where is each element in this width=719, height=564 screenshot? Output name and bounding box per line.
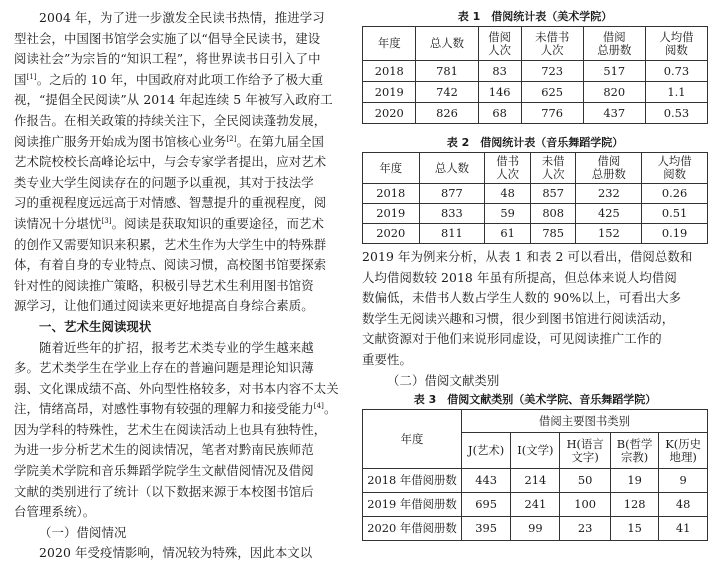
table3-cell: 23 (560, 517, 610, 541)
table-row (363, 224, 708, 244)
table3-cell: 2019 年借阅册数 (363, 493, 462, 517)
table3-year-header: 年度 (363, 410, 462, 469)
subsection-heading: （一）借阅情况 (39, 524, 127, 540)
table3-cell: 695 (462, 493, 511, 517)
body-text-line: 2019 年为例来分析，从表 1 和表 2 可以看出，借阅总数和 (362, 249, 693, 264)
table1-cell: 2019 (363, 82, 416, 103)
table1-header-cell: 借阅 人次 (478, 27, 521, 61)
table3-header-cell: I(文学) (511, 433, 560, 469)
header-row (363, 410, 708, 433)
table2-header-cell: 借书 人次 (485, 153, 531, 184)
table3-header-cell: H(语言 文字) (560, 433, 610, 469)
table1-cell: 2018 (363, 61, 416, 82)
body-text-line: 源学习，让他们通过阅读来更好地提高自身综合素质。 (14, 298, 314, 314)
body-text-line: 随着近些年的扩招，报考艺术类专业的学生越来越 (39, 339, 314, 355)
body-text-line: 多。艺术类学生在学业上存在的普遍问题是理论知识薄 (14, 360, 314, 376)
body-text-line: 重要性。 (362, 351, 412, 367)
table1-cell: 1.1 (645, 82, 707, 103)
table2-cell: 811 (419, 224, 485, 244)
table-row (363, 493, 708, 517)
table3-cell: 9 (659, 469, 708, 493)
table1-caption: 表 1 借阅统计表（美术学院） (457, 10, 613, 23)
table1-cell: 820 (583, 82, 645, 103)
table2-cell: 2019 (363, 204, 420, 224)
table1-cell: 781 (416, 61, 478, 82)
body-text-line: 数偏低，未借书人数占学生人数的 90%以上，可看出大多 (362, 290, 682, 306)
table2-cell: 59 (485, 204, 531, 224)
subsection-heading: （二）借阅文献类别 (387, 372, 500, 388)
table-row (363, 82, 708, 103)
table3-cell: 15 (610, 517, 658, 541)
body-text-line: 体，有着自身的专业特点、阅读习惯，高校图书馆要探索 (14, 257, 327, 273)
table3-cell: 241 (511, 493, 560, 517)
table3-cell: 395 (462, 517, 511, 541)
citation-marker: [3] (101, 216, 112, 225)
table2-caption: 表 2 借阅统计表（音乐舞蹈学院） (446, 136, 624, 149)
table1-cell: 0.53 (645, 103, 707, 124)
body-text-line: 台管理系统）。 (14, 504, 96, 520)
body-text-line: 型社会，中国图书馆学会实施了以“倡导全民读书，建设 (14, 30, 321, 46)
table-row (363, 184, 708, 204)
table3-cell: 48 (659, 493, 708, 517)
table2-cell: 0.19 (642, 224, 708, 244)
table2-cell: 857 (530, 184, 576, 204)
table2-cell: 0.51 (642, 204, 708, 224)
table1-header-cell: 总人数 (416, 27, 478, 61)
table1-cell: 517 (583, 61, 645, 82)
table1-cell: 437 (583, 103, 645, 124)
table1-cell: 826 (416, 103, 478, 124)
table1-cell: 723 (521, 61, 583, 82)
body-text-line: 的创作又需要知识来积累，艺术生作为大学生中的特殊群 (14, 236, 327, 252)
table1-cell: 68 (478, 103, 521, 124)
citation-marker: [1] (26, 72, 37, 81)
table2-header-cell: 年度 (363, 153, 420, 184)
table-row (363, 469, 708, 493)
body-text-line: 文献的类别进行了统计（以下数据来源于本校图书馆后 (14, 483, 314, 499)
body-text-line: 习的重视程度远远高于对情感、智慧提升的重视程度，阅 (14, 195, 327, 211)
body-text-line: 2020 年受疫情影响，情况较为特殊，因此本文以 (39, 545, 313, 561)
right-body-text (362, 247, 708, 391)
table-row (363, 61, 708, 82)
body-text-line: 为进一步分析艺术生的阅读情况，笔者对黔南民族师范 (14, 442, 314, 458)
citation-marker: [2] (226, 134, 237, 143)
table2-cell: 48 (485, 184, 531, 204)
table2-cell: 152 (576, 224, 642, 244)
body-text-line: 作报告。在相关政策的持续关注下，全民阅读蓬勃发展， (14, 112, 327, 128)
body-text-line: 学院美术学院和音乐舞蹈学院学生文献借阅情况及借阅 (14, 463, 314, 479)
table3-cell: 100 (560, 493, 610, 517)
table2-cell: 2020 (363, 224, 420, 244)
table2-cell: 2018 (363, 184, 420, 204)
table3-header-cell: K(历史 地理) (659, 433, 708, 469)
table2-header-cell: 未借 人次 (530, 153, 576, 184)
left-column (14, 8, 344, 564)
header-row (363, 153, 708, 184)
body-text-line: 阅读推广服务开始成为图书馆核心业务[2]。在第九届全国 (14, 133, 324, 149)
table1-cell: 83 (478, 61, 521, 82)
table2-cell: 425 (576, 204, 642, 224)
table3-borrowed-categories (362, 409, 708, 541)
body-text-line: 读情况十分堪忧[3]。阅读是获取知识的重要途径，而艺术 (14, 215, 324, 231)
table-row (363, 204, 708, 224)
body-text-line: 类专业大学生阅读存在的问题予以重视，其对于技法学 (14, 174, 314, 190)
table3-header-cell: J(艺术) (462, 433, 511, 469)
table3-cell: 99 (511, 517, 560, 541)
section-heading: 一、艺术生阅读现状 (39, 318, 152, 334)
table3-cell: 19 (610, 469, 658, 493)
table3-cell: 41 (659, 517, 708, 541)
table2-cell: 61 (485, 224, 531, 244)
table1-cell: 625 (521, 82, 583, 103)
table2-header-cell: 总人数 (419, 153, 485, 184)
body-text-line: 人均借阅数较 2018 年虽有所提高，但总体来说人均借阅 (362, 269, 677, 285)
body-text-line: 文献资源对于他们来说形同虚设，可见阅读推广工作的 (362, 331, 662, 347)
table1-cell: 776 (521, 103, 583, 124)
table3-cell: 443 (462, 469, 511, 493)
body-text-line: 国[1]。之后的 10 年，中国政府对此项工作给予了极大重 (14, 71, 324, 87)
table2-cell: 808 (530, 204, 576, 224)
table1-cell: 146 (478, 82, 521, 103)
table2-cell: 833 (419, 204, 485, 224)
table3-cell: 128 (610, 493, 658, 517)
table-row (363, 103, 708, 124)
table-row (363, 517, 708, 541)
body-text-line: 阅读社会”为宗旨的“知识工程”，将世界读书日引入了中 (14, 51, 321, 67)
body-text-line: 注，情绪高昂，对感性事物有较强的理解力和接受能力[4]。 (14, 401, 337, 417)
body-text-line: 艺术院校校长高峰论坛中，与会专家学者提出，应对艺术 (14, 154, 327, 170)
table2-header-cell: 人均借 阅数 (642, 153, 708, 184)
table2-header-cell: 借阅 总册数 (576, 153, 642, 184)
body-text-line: 视，“提倡全民阅读”从 2014 年起连续 5 年被写入政府工 (14, 92, 333, 108)
right-column (362, 8, 708, 541)
table3-header-cell: B(哲学 宗教) (610, 433, 658, 469)
table2-cell: 232 (576, 184, 642, 204)
body-text-line: 针对性的阅读推广策略，积极引导艺术生利用图书馆资 (14, 277, 314, 293)
table1-cell: 742 (416, 82, 478, 103)
table3-cell: 50 (560, 469, 610, 493)
table2-cell: 785 (530, 224, 576, 244)
table3-group-header: 借阅主要图书类别 (462, 410, 708, 433)
table1-header-cell: 人均借 阅数 (645, 27, 707, 61)
table1-borrowing-stats-fine-arts (362, 26, 708, 124)
table3-caption: 表 3 借阅文献类别（美术学院、音乐舞蹈学院） (413, 393, 657, 407)
table3-cell: 214 (511, 469, 560, 493)
body-text-line: 因为学科的特殊性，艺术生在阅读活动上也具有独特性， (14, 421, 327, 437)
table3-cell: 2018 年借阅册数 (363, 469, 462, 493)
body-text-line: 弱、文化课成绩不高、外向型性格较多，对书本内容不太关 (14, 380, 339, 396)
header-row (363, 27, 708, 61)
table2-cell: 877 (419, 184, 485, 204)
table1-header-cell: 年度 (363, 27, 416, 61)
body-text-line: 2004 年，为了进一步激发全民读书热情，推进学习 (39, 10, 325, 25)
body-text-line: 数学生无阅读兴趣和习惯，很少到图书馆进行阅读活动， (362, 310, 675, 326)
table1-cell: 0.73 (645, 61, 707, 82)
table1-cell: 2020 (363, 103, 416, 124)
table1-header-cell: 未借书 人次 (521, 27, 583, 61)
citation-marker: [4] (313, 402, 324, 411)
table1-header-cell: 借阅 总册数 (583, 27, 645, 61)
table2-borrowing-stats-music-dance (362, 152, 708, 244)
table2-cell: 0.26 (642, 184, 708, 204)
table3-cell: 2020 年借阅册数 (363, 517, 462, 541)
